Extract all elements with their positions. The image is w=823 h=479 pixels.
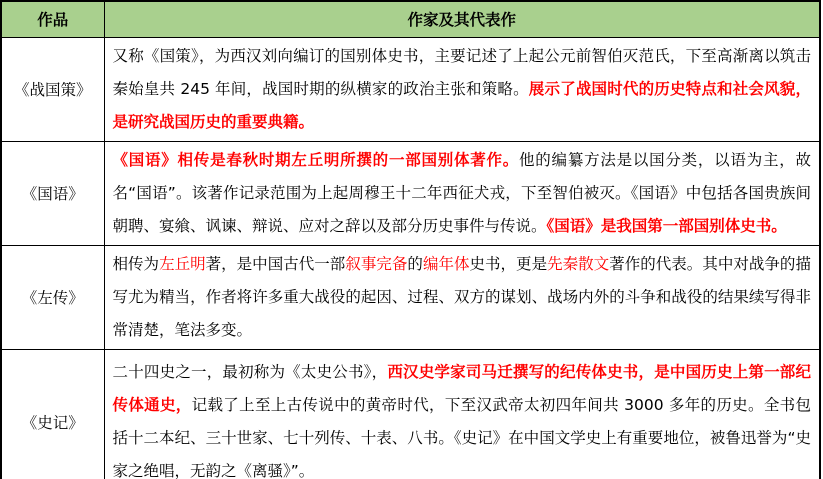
text-segment: 相传为 [112,254,160,273]
text-segment: 二十四史之一，最初称为《太史公书》， [112,362,388,381]
table-body [1,37,820,479]
work-description-cell [104,349,820,479]
highlighted-text-segment: 《国语》相传是春秋时期左丘明所撰的一部国别体著作。 [112,150,520,169]
table-row [1,245,820,349]
highlighted-text-segment: 西汉史学家司马迁撰写的纪传体史书，是中国历史上第一部纪传体通史， [112,362,811,414]
header-cell-works: 作品 [1,1,104,37]
text-segment: 史书，更是 [469,254,548,273]
work-title-cell: 《国语》 [1,141,104,245]
work-title-cell: 《史记》 [1,349,104,479]
text-segment: 他的编纂方法是以国分类，以语为主，故名“国语”。该著作记录范围为上起周穆王十二年西征犬戎，下至智伯被灭。《国语》中包括各国贵族间朝聘、宴飨、讽谏、辩说、应对之辞以及部分历史事件与传说。 [112,150,811,235]
highlighted-text-segment: 《国语》是我国第一部国别体史书。 [546,216,787,235]
work-title-cell: 《左传》 [1,245,104,349]
highlighted-text-segment: 先秦散文 [547,254,610,273]
text-segment: 的 [407,254,423,273]
highlighted-text-segment: 展示了战国时代的历史特点和社会风貌，是研究战国历史的重要典籍。 [112,79,811,131]
work-description-cell [104,245,820,349]
table-row [1,141,820,245]
table-row [1,37,820,141]
work-title-cell: 《战国策》 [1,37,104,141]
work-description-cell [104,37,820,141]
header-cell-authors: 作家及其代表作 [104,1,820,37]
highlighted-text-segment: 左丘明 [159,254,206,273]
text-segment: 记载了上至上古传说中的黄帝时代，下至汉武帝太初四年间共 3000 多年的历史。全书包括十二本纪、三十世家、七十列传、十表、八书。《史记》在中国文学史上有重要地位，被鲁迅誉为“史家之绝唱，无韵之《离骚》”。 [112,395,811,479]
table-row [1,349,820,479]
table-header-row [1,1,820,37]
text-segment: 又称《国策》，为西汉刘向编订的国别体史书，主要记述了上起公元前智伯灭范氏，下至高渐离以筑击秦始皇共 245 年间，战国时期的纵横家的政治主张和策略。 [112,46,811,98]
highlighted-text-segment: 叙事完备 [345,254,408,273]
text-segment: 著，是中国古代一部 [205,254,346,273]
work-description-cell [104,141,820,245]
text-segment: 著作的代表。其中对战争的描写尤为精当，作者将许多重大战役的起因、过程、双方的谋划、战场内外的斗争和战役的结果续写得非常清楚，笔法多变。 [112,254,811,339]
highlighted-text-segment: 编年体 [422,254,470,273]
